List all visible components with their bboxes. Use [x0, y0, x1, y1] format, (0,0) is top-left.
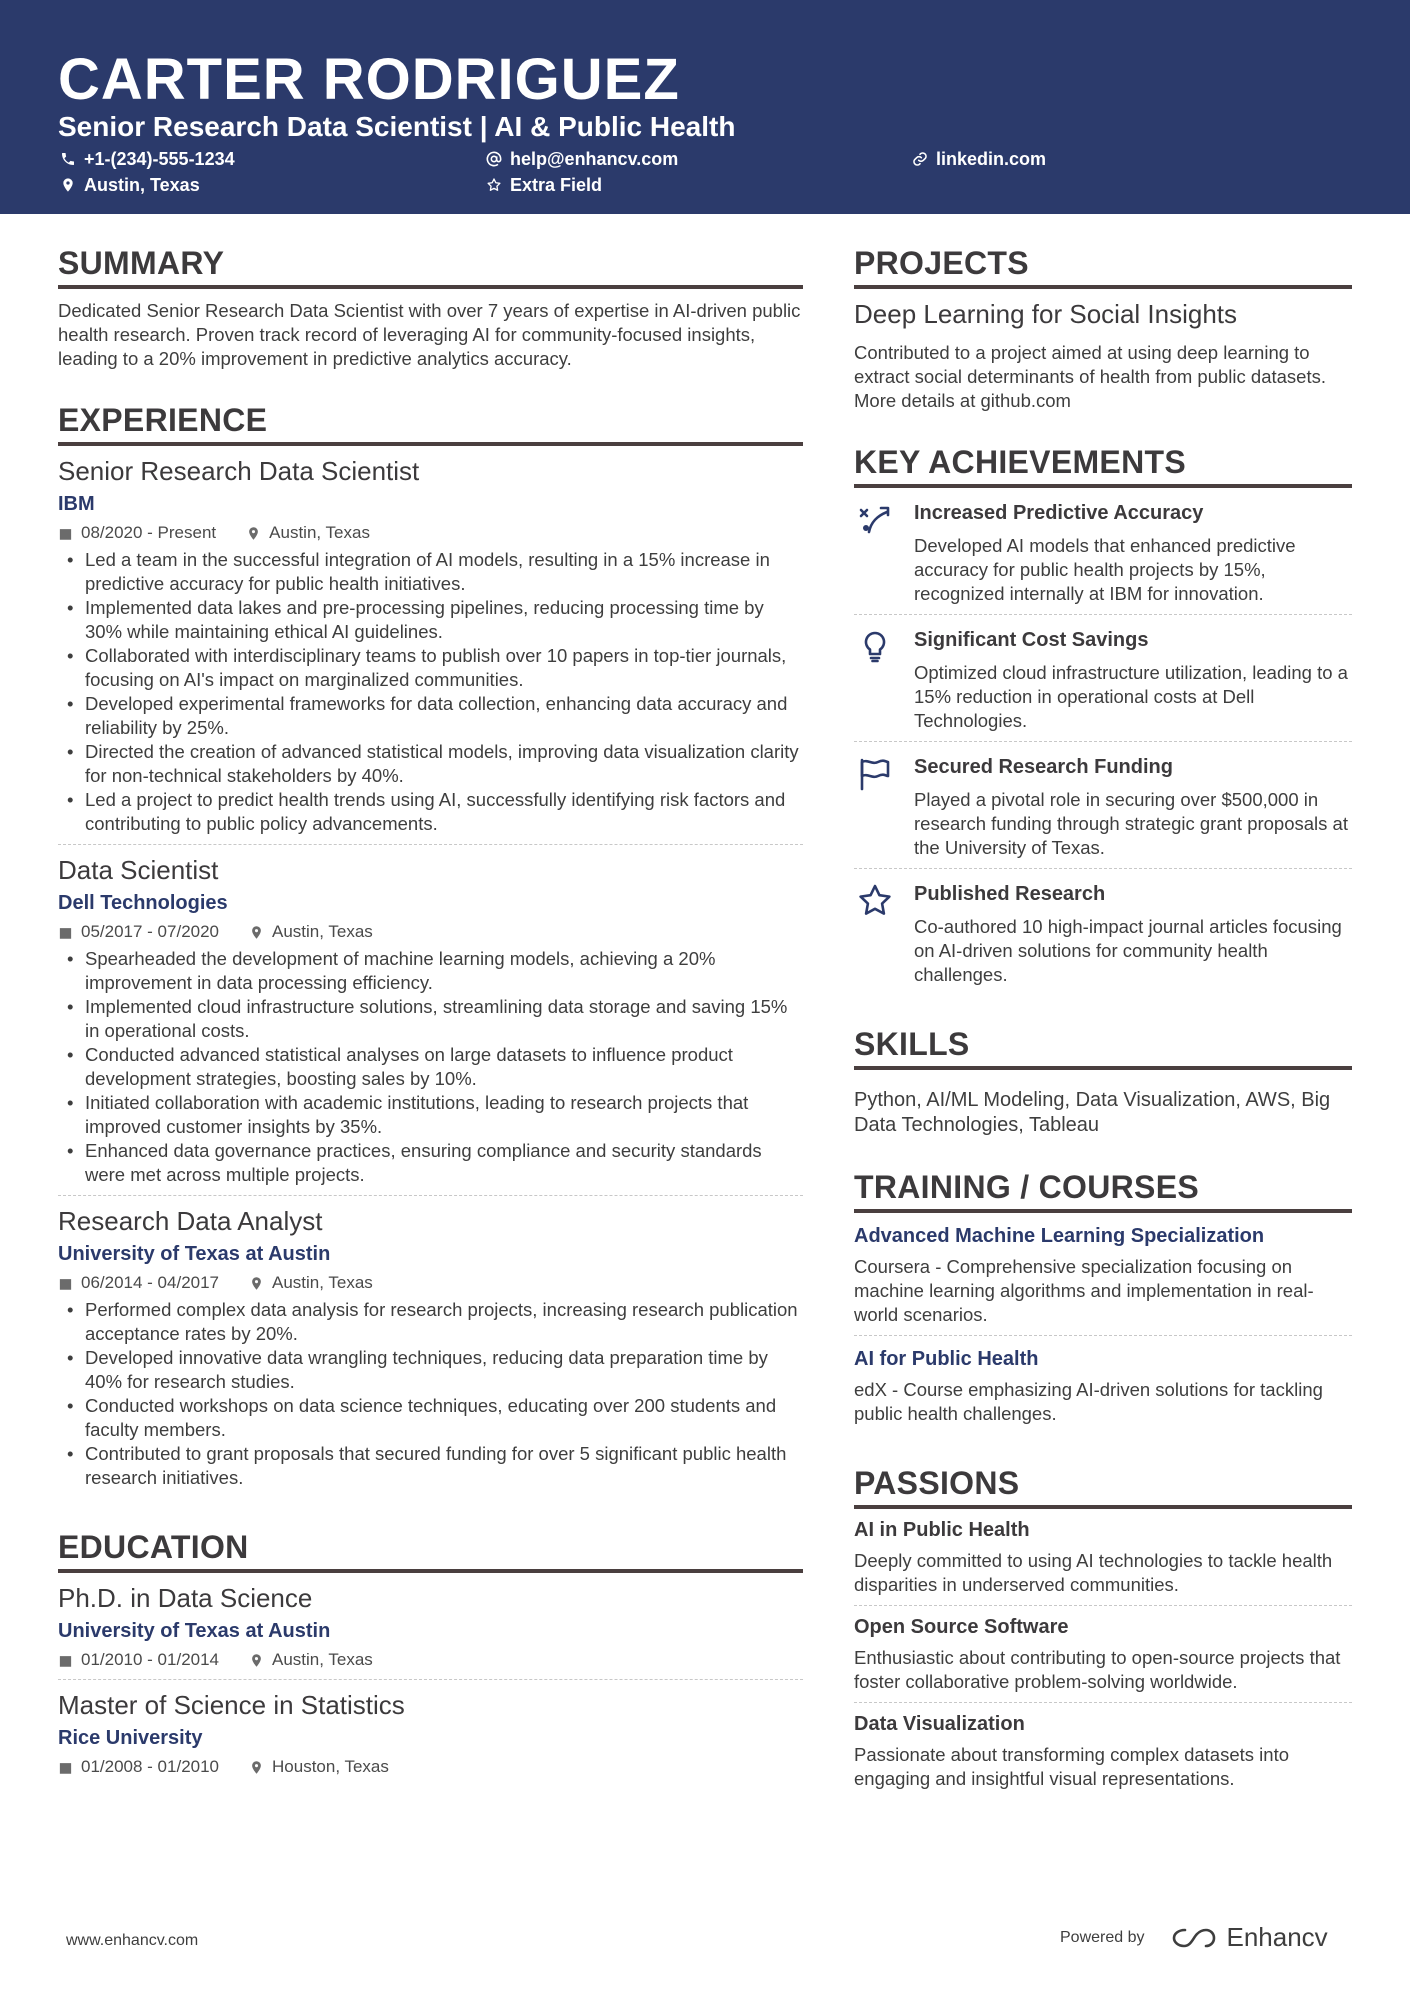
location-pin-icon — [60, 177, 76, 193]
education-degree: Ph.D. in Data Science — [58, 1583, 313, 1613]
lightbulb-icon — [857, 629, 893, 665]
achievement-item — [854, 869, 1352, 995]
achievement-title: Published Research — [914, 883, 1106, 905]
course-desc: edX - Course emphasizing AI-driven solutions for tackling public health challenges. — [854, 1379, 1323, 1424]
job-dates: 06/2014 - 04/2017 — [81, 1273, 220, 1292]
education-entry — [58, 1581, 803, 1680]
job-bullet: • Conducted advanced statistical analyses on large datasets to influence product development strategies, boosting sales by 10%. — [58, 1043, 803, 1091]
education-meta — [58, 1756, 803, 1778]
project-name: Deep Learning for Social Insights — [854, 299, 1238, 329]
education-location: Austin, Texas — [272, 1650, 373, 1669]
right-column — [854, 244, 1352, 1829]
phone-icon — [60, 151, 76, 167]
left-column — [58, 244, 803, 1816]
job-bullet: • Conducted workshops on data science techniques, educating over 200 students and faculty members. — [58, 1394, 803, 1442]
achievement-desc: Co-authored 10 high-impact journal articles focusing on AI-driven solutions for community health challenges. — [914, 916, 1342, 985]
job-entry — [58, 454, 803, 845]
education-dates: 01/2008 - 01/2010 — [81, 1757, 220, 1776]
calendar-icon — [58, 526, 73, 541]
education-meta — [58, 1649, 803, 1671]
resume-header — [0, 0, 1410, 214]
course-title: AI for Public Health — [854, 1348, 1039, 1370]
achievement-desc: Played a pivotal role in securing over $500,000 in research funding through strategic grant proposals at the University of Texas. — [914, 789, 1348, 858]
job-entry — [58, 853, 803, 1196]
linkedin-text: linkedin.com — [936, 149, 1047, 169]
achievement-item — [854, 742, 1352, 869]
footer-website[interactable]: www.enhancv.com — [66, 1932, 199, 1949]
job-bullets — [58, 947, 803, 1187]
course-item — [854, 1213, 1352, 1336]
skills-text: Python, AI/ML Modeling, Data Visualization, AWS, Big Data Technologies, Tableau — [854, 1089, 1331, 1136]
job-dates: 05/2017 - 07/2020 — [81, 922, 220, 941]
passion-desc: Passionate about transforming complex datasets into engaging and insightful visual representations. — [854, 1744, 1289, 1789]
passion-title: AI in Public Health — [854, 1519, 1030, 1541]
job-location: Austin, Texas — [269, 523, 370, 542]
education-school: Rice University — [58, 1727, 203, 1749]
candidate-headline: Senior Research Data Scientist | AI & Public Health — [58, 111, 736, 142]
section-title-experience: EXPERIENCE — [58, 401, 803, 446]
passion-title: Data Visualization — [854, 1713, 1025, 1735]
section-title-skills: SKILLS — [854, 1025, 1352, 1070]
job-bullet: • Led a project to predict health trends using AI, successfully identifying risk factors and contributing to public policy advancements. — [58, 788, 803, 836]
job-company: IBM — [58, 493, 95, 515]
location-pin-icon — [246, 526, 261, 541]
enhancv-logo-icon — [1171, 1926, 1217, 1950]
passion-title: Open Source Software — [854, 1616, 1069, 1638]
section-title-training: TRAINING / COURSES — [854, 1168, 1352, 1213]
job-bullet: • Implemented cloud infrastructure solutions, streamlining data storage and saving 15% in operational costs. — [58, 995, 803, 1043]
email-text: help@enhancv.com — [510, 149, 679, 169]
education-section — [58, 1528, 803, 1786]
passion-item — [854, 1509, 1352, 1606]
job-bullet: • Directed the creation of advanced statistical models, improving data visualization clarity for non-technical stakeholders by 40%. — [58, 740, 803, 788]
job-bullet: • Collaborated with interdisciplinary teams to publish over 10 papers in top-tier journals, focusing on AI's impact on marginalized communities. — [58, 644, 803, 692]
at-icon — [486, 151, 502, 167]
experience-section — [58, 401, 803, 1498]
passion-item — [854, 1606, 1352, 1703]
job-bullet: • Contributed to grant proposals that secured funding for over 5 significant public health research initiatives. — [58, 1442, 803, 1490]
job-dates: 08/2020 - Present — [81, 523, 217, 542]
education-entry — [58, 1688, 803, 1786]
education-degree: Master of Science in Statistics — [58, 1690, 405, 1720]
candidate-name: CARTER RODRIGUEZ — [58, 47, 680, 112]
phone-text: +1-(234)-555-1234 — [84, 149, 235, 169]
link-icon — [912, 151, 928, 167]
extra-text: Extra Field — [510, 175, 603, 195]
contact-email[interactable] — [486, 148, 678, 170]
job-location: Austin, Texas — [272, 922, 373, 941]
section-title-passions: PASSIONS — [854, 1464, 1352, 1509]
location-text: Austin, Texas — [84, 175, 200, 195]
job-meta — [58, 522, 803, 544]
footer-branding — [1060, 1922, 1328, 1953]
calendar-icon — [58, 1760, 73, 1775]
passion-desc: Deeply committed to using AI technologies to tackle health disparities in underserved communities. — [854, 1550, 1333, 1595]
job-bullets — [58, 548, 803, 836]
calendar-icon — [58, 925, 73, 940]
contact-extra — [486, 174, 602, 196]
contact-phone[interactable] — [60, 148, 235, 170]
calendar-icon — [58, 1276, 73, 1291]
brand-logo[interactable] — [1171, 1922, 1328, 1953]
brand-name: Enhancv — [1226, 1922, 1328, 1952]
passion-desc: Enthusiastic about contributing to open-source projects that foster collaborative problem-solving worldwide. — [854, 1647, 1341, 1692]
job-role: Research Data Analyst — [58, 1206, 323, 1236]
job-bullet: • Developed experimental frameworks for data collection, enhancing data accuracy and reliability by 25%. — [58, 692, 803, 740]
star-outline-icon — [486, 177, 502, 193]
achievement-item — [854, 615, 1352, 742]
job-meta — [58, 921, 803, 943]
project-desc: Contributed to a project aimed at using deep learning to extract social determinants of health from public datasets. More details at github.com — [854, 342, 1326, 411]
job-bullet: • Spearheaded the development of machine learning models, achieving a 20% improvement in data processing efficiency. — [58, 947, 803, 995]
section-title-projects: PROJECTS — [854, 244, 1352, 289]
job-location: Austin, Texas — [272, 1273, 373, 1292]
achievement-desc: Optimized cloud infrastructure utilization, leading to a 15% reduction in operational costs at Dell Technologies. — [914, 662, 1348, 731]
course-item — [854, 1336, 1352, 1434]
passion-item — [854, 1703, 1352, 1799]
job-bullet: • Implemented data lakes and pre-processing pipelines, reducing processing time by 30% while maintaining ethical AI guidelines. — [58, 596, 803, 644]
summary-text: Dedicated Senior Research Data Scientist with over 7 years of expertise in AI-driven public health research. Proven track record of leveraging AI for community-focused insights, leading to a 20% improvement in predictive analytics accuracy. — [58, 300, 801, 369]
summary-section — [58, 244, 803, 371]
section-title-education: EDUCATION — [58, 1528, 803, 1573]
job-bullet: • Led a team in the successful integration of AI models, resulting in a 15% increase in predictive accuracy for public health initiatives. — [58, 548, 803, 596]
achievement-desc: Developed AI models that enhanced predictive accuracy for public health projects by 15%, recognized internally at IBM for innovation. — [914, 535, 1296, 604]
achievement-title: Secured Research Funding — [914, 756, 1173, 778]
training-section — [854, 1168, 1352, 1434]
education-dates: 01/2010 - 01/2014 — [81, 1650, 220, 1669]
job-role: Senior Research Data Scientist — [58, 456, 420, 486]
location-pin-icon — [249, 1653, 264, 1668]
section-title-achievements: KEY ACHIEVEMENTS — [854, 443, 1352, 488]
job-company: Dell Technologies — [58, 892, 228, 914]
education-school: University of Texas at Austin — [58, 1620, 331, 1642]
calendar-icon — [58, 1653, 73, 1668]
job-bullets — [58, 1298, 803, 1490]
education-location: Houston, Texas — [272, 1757, 389, 1776]
star-icon — [857, 883, 893, 919]
contact-linkedin[interactable] — [912, 148, 1046, 170]
location-pin-icon — [249, 1276, 264, 1291]
strategy-icon — [857, 502, 893, 538]
contact-location — [60, 174, 200, 196]
projects-section — [854, 244, 1352, 413]
course-title: Advanced Machine Learning Specialization — [854, 1225, 1265, 1247]
powered-by-label: Powered by — [1060, 1928, 1145, 1946]
skills-section — [854, 1025, 1352, 1138]
job-role: Data Scientist — [58, 855, 219, 885]
job-bullet: • Performed complex data analysis for research projects, increasing research publication acceptance rates by 20%. — [58, 1298, 803, 1346]
passions-section — [854, 1464, 1352, 1799]
achievement-title: Increased Predictive Accuracy — [914, 502, 1204, 524]
location-pin-icon — [249, 925, 264, 940]
section-title-summary: SUMMARY — [58, 244, 803, 289]
job-entry — [58, 1204, 803, 1498]
course-desc: Coursera - Comprehensive specialization focusing on machine learning algorithms and implementation in real-world scenarios. — [854, 1256, 1314, 1325]
job-meta — [58, 1272, 803, 1294]
job-bullet: • Enhanced data governance practices, ensuring compliance and security standards were met across multiple projects. — [58, 1139, 803, 1187]
achievements-section — [854, 443, 1352, 995]
flag-icon — [857, 756, 893, 792]
job-company: University of Texas at Austin — [58, 1243, 331, 1265]
achievement-title: Significant Cost Savings — [914, 629, 1149, 651]
job-bullet: • Developed innovative data wrangling techniques, reducing data preparation time by 40% for research studies. — [58, 1346, 803, 1394]
job-bullet: • Initiated collaboration with academic institutions, leading to research projects that improved customer insights by 35%. — [58, 1091, 803, 1139]
location-pin-icon — [249, 1760, 264, 1775]
achievement-item — [854, 488, 1352, 615]
